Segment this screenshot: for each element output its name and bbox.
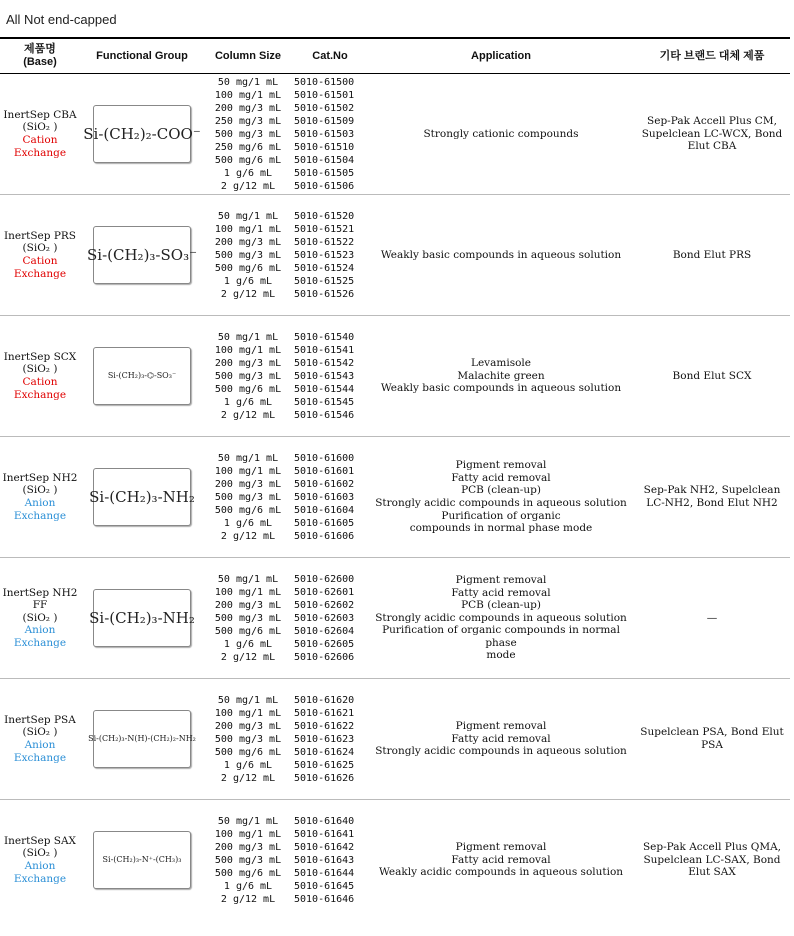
header-cat-no: Cat.No xyxy=(292,38,368,74)
column-size-item: 2 g/12 mL xyxy=(220,288,276,300)
cat-no-item: 5010-61502 xyxy=(294,102,355,114)
exchange-type-line-1: Anion xyxy=(24,624,56,637)
cat-no-list xyxy=(292,694,368,785)
cat-no-item: 5010-61602 xyxy=(294,478,355,490)
functional-group-formula: Si-(CH₂)₃-SO₃⁻ xyxy=(93,226,191,284)
column-size-item: 2 g/12 mL xyxy=(220,772,276,784)
column-size-item: 500 mg/6 mL xyxy=(214,154,282,166)
header-application: Application xyxy=(368,38,634,74)
column-size-list xyxy=(204,452,292,543)
application-cell xyxy=(368,679,634,800)
column-size-list xyxy=(204,815,292,906)
cat-no-item: 5010-61520 xyxy=(294,210,355,222)
column-size-item: 50 mg/1 mL xyxy=(217,210,279,222)
column-size-item: 50 mg/1 mL xyxy=(217,76,279,88)
cat-no-item: 5010-61622 xyxy=(294,720,355,732)
cat-no-item: 5010-62605 xyxy=(294,638,355,650)
column-size-item: 500 mg/3 mL xyxy=(214,370,282,382)
column-size-cell xyxy=(204,195,292,316)
column-size-item: 500 mg/6 mL xyxy=(214,625,282,637)
column-size-item: 250 mg/3 mL xyxy=(214,115,282,127)
column-size-list xyxy=(204,210,292,301)
application-line: Strongly acidic compounds in aqueous solution xyxy=(375,497,627,509)
application-line: PCB (clean-up) xyxy=(461,484,541,497)
column-size-item: 100 mg/1 mL xyxy=(214,828,282,840)
alternative-line: Sep-Pak Accell Plus CM, xyxy=(647,115,777,128)
column-size-item: 200 mg/3 mL xyxy=(214,102,282,114)
exchange-type-line-2: Exchange xyxy=(13,146,67,159)
application-line: Fatty acid removal xyxy=(451,471,551,484)
cat-no-item: 5010-61524 xyxy=(294,262,355,274)
column-size-item: 500 mg/3 mL xyxy=(214,854,282,866)
column-size-item: 50 mg/1 mL xyxy=(217,815,279,827)
application-line: compounds in normal phase mode xyxy=(409,522,593,535)
cat-no-item: 5010-62600 xyxy=(294,573,355,585)
cat-no-item: 5010-61545 xyxy=(294,396,355,408)
product-name: InertSep SAX xyxy=(3,834,77,847)
exchange-type-line-2: Exchange xyxy=(13,872,67,885)
cat-no-item: 5010-61645 xyxy=(294,880,355,892)
cat-no-item: 5010-61641 xyxy=(294,828,355,840)
application-line: Malachite green xyxy=(457,369,545,382)
column-size-item: 100 mg/1 mL xyxy=(214,586,282,598)
cat-no-item: 5010-61546 xyxy=(294,409,355,421)
product-name-suffix: FF xyxy=(32,599,48,612)
functional-group-cell xyxy=(80,195,204,316)
application-line: Purification of organic xyxy=(441,509,561,522)
cat-no-item: 5010-61605 xyxy=(294,517,355,529)
cat-no-list xyxy=(292,815,368,906)
alternatives-cell xyxy=(634,558,790,679)
product-name: InertSep PRS xyxy=(4,229,76,242)
functional-group-formula: Si-(CH₂)₂-COO⁻ xyxy=(93,105,191,163)
alternative-line: Supelclean LC-SAX, Bond xyxy=(643,853,781,866)
column-size-item: 100 mg/1 mL xyxy=(214,707,282,719)
cat-no-item: 5010-61526 xyxy=(294,288,355,300)
alternative-line: Elut SAX xyxy=(688,866,736,879)
column-size-item: 1 g/6 mL xyxy=(223,880,273,892)
product-base: (SiO₂ ) xyxy=(22,611,58,624)
column-size-item: 2 g/12 mL xyxy=(220,530,276,542)
table-row xyxy=(0,437,790,558)
alternative-line: Elut CBA xyxy=(687,140,737,153)
cat-no-cell xyxy=(292,195,368,316)
functional-group-cell xyxy=(80,558,204,679)
header-functional-group: Functional Group xyxy=(80,38,204,74)
cat-no-item: 5010-61506 xyxy=(294,180,355,192)
header-base xyxy=(0,38,80,74)
column-size-item: 200 mg/3 mL xyxy=(214,599,282,611)
application-line: Strongly acidic compounds in aqueous solution xyxy=(375,611,627,624)
column-size-cell xyxy=(204,679,292,800)
cat-no-item: 5010-61644 xyxy=(294,867,355,879)
cat-no-item: 5010-61626 xyxy=(294,772,355,784)
cat-no-item: 5010-61504 xyxy=(294,154,355,166)
application-line: Pigment removal xyxy=(455,841,547,854)
cat-no-item: 5010-61600 xyxy=(294,452,355,464)
application-line: Purification of organic compounds in normal phase xyxy=(382,624,620,649)
application-cell xyxy=(368,195,634,316)
table-row xyxy=(0,74,790,195)
cat-no-cell xyxy=(292,558,368,679)
application-line: Fatty acid removal xyxy=(451,732,551,745)
column-size-item: 250 mg/6 mL xyxy=(214,141,282,153)
cat-no-item: 5010-61510 xyxy=(294,141,355,153)
application-line: Levamisole xyxy=(471,357,531,370)
application-line: mode xyxy=(486,649,516,662)
cat-no-list xyxy=(292,452,368,543)
table-caption: All Not end-capped xyxy=(6,12,117,27)
column-size-item: 1 g/6 mL xyxy=(223,396,273,408)
product-name-cell xyxy=(0,195,80,316)
cat-no-item: 5010-62603 xyxy=(294,612,355,624)
cat-no-item: 5010-61640 xyxy=(294,815,355,827)
application-cell xyxy=(368,437,634,558)
alternative-line: Sep-Pak NH2, Supelclean xyxy=(643,484,781,497)
product-base: (SiO₂ ) xyxy=(22,726,58,739)
product-name-cell xyxy=(0,800,80,921)
cat-no-item: 5010-62601 xyxy=(294,586,355,598)
exchange-type-line-1: Cation xyxy=(22,376,58,388)
table-row xyxy=(0,558,790,679)
column-size-item: 500 mg/3 mL xyxy=(214,249,282,261)
cat-no-item: 5010-61501 xyxy=(294,89,355,101)
functional-group-formula: Si-(CH₂)₃-N(H)-(CH₂)₂-NH₂ xyxy=(93,710,191,768)
column-size-item: 50 mg/1 mL xyxy=(217,573,279,585)
functional-group-formula: Si-(CH₂)₃-⌬-SO₃⁻ xyxy=(93,347,191,405)
cat-no-item: 5010-61522 xyxy=(294,236,355,248)
cat-no-item: 5010-62606 xyxy=(294,651,355,663)
column-size-item: 500 mg/3 mL xyxy=(214,733,282,745)
alternative-line: Bond Elut PRS xyxy=(672,248,752,261)
exchange-type-line-2: Exchange xyxy=(13,267,67,280)
product-name: InertSep NH2 xyxy=(2,586,78,599)
column-size-item: 1 g/6 mL xyxy=(223,759,273,771)
exchange-type-line-1: Anion xyxy=(24,739,56,751)
cat-no-list xyxy=(292,573,368,664)
application-cell xyxy=(368,800,634,921)
column-size-item: 2 g/12 mL xyxy=(220,651,276,663)
product-name: InertSep SCX xyxy=(3,350,77,363)
application-line: Pigment removal xyxy=(455,720,547,733)
column-size-item: 200 mg/3 mL xyxy=(214,841,282,853)
exchange-type-line-2: Exchange xyxy=(13,636,67,649)
functional-group-cell xyxy=(80,74,204,195)
alternatives-cell xyxy=(634,316,790,437)
functional-group-cell xyxy=(80,316,204,437)
column-size-item: 500 mg/6 mL xyxy=(214,262,282,274)
cat-no-item: 5010-61621 xyxy=(294,707,355,719)
cat-no-item: 5010-61620 xyxy=(294,694,355,706)
cat-no-item: 5010-61509 xyxy=(294,115,355,127)
product-name: InertSep NH2 xyxy=(2,471,78,484)
cat-no-item: 5010-61623 xyxy=(294,733,355,745)
alternative-line: PSA xyxy=(701,739,723,751)
column-size-item: 200 mg/3 mL xyxy=(214,357,282,369)
cat-no-item: 5010-61505 xyxy=(294,167,355,179)
exchange-type-line-2: Exchange xyxy=(13,388,67,401)
column-size-item: 500 mg/6 mL xyxy=(214,867,282,879)
application-cell xyxy=(368,558,634,679)
product-base: (SiO₂ ) xyxy=(22,121,58,134)
cat-no-item: 5010-61544 xyxy=(294,383,355,395)
product-base: (SiO₂ ) xyxy=(22,363,58,376)
column-size-item: 2 g/12 mL xyxy=(220,180,276,192)
product-name-cell xyxy=(0,437,80,558)
cat-no-item: 5010-61543 xyxy=(294,370,355,382)
alternative-line: — xyxy=(706,611,718,624)
cat-no-item: 5010-61503 xyxy=(294,128,355,140)
application-cell xyxy=(368,316,634,437)
alternative-line: Supelclean LC-WCX, Bond xyxy=(641,127,783,140)
column-size-item: 50 mg/1 mL xyxy=(217,694,279,706)
application-line: Weakly acidic compounds in aqueous solution xyxy=(378,866,624,879)
application-line: Pigment removal xyxy=(455,459,547,472)
cat-no-cell xyxy=(292,800,368,921)
product-name-cell xyxy=(0,74,80,195)
exchange-type-line-1: Anion xyxy=(24,497,56,509)
functional-group-formula: Si-(CH₂)₃-N⁺-(CH₃)₃ xyxy=(93,831,191,889)
cat-no-cell xyxy=(292,316,368,437)
cat-no-item: 5010-62604 xyxy=(294,625,355,637)
cat-no-item: 5010-61523 xyxy=(294,249,355,261)
column-size-item: 200 mg/3 mL xyxy=(214,720,282,732)
table-row xyxy=(0,679,790,800)
table-row xyxy=(0,195,790,316)
column-size-cell xyxy=(204,558,292,679)
column-size-item: 1 g/6 mL xyxy=(223,167,273,179)
alternative-line: Supelclean PSA, Bond Elut xyxy=(640,726,784,739)
application-line: Strongly acidic compounds in aqueous solution xyxy=(375,745,627,758)
table-row xyxy=(0,800,790,921)
cat-no-item: 5010-61625 xyxy=(294,759,355,771)
cat-no-item: 5010-61606 xyxy=(294,530,355,542)
cat-no-item: 5010-61643 xyxy=(294,854,355,866)
column-size-item: 500 mg/6 mL xyxy=(214,504,282,516)
cat-no-list xyxy=(292,76,368,193)
functional-group-cell xyxy=(80,800,204,921)
column-size-item: 2 g/12 mL xyxy=(220,409,276,421)
cat-no-item: 5010-61525 xyxy=(294,275,355,287)
header-alternatives: 기타 브랜드 대체 제품 xyxy=(634,38,790,74)
functional-group-formula: Si-(CH₂)₃-NH₂ xyxy=(93,589,191,647)
alternative-line: Bond Elut SCX xyxy=(672,369,752,382)
application-line: Weakly basic compounds in aqueous solution xyxy=(380,248,622,261)
product-base: (SiO₂ ) xyxy=(22,242,58,255)
alternatives-cell xyxy=(634,679,790,800)
product-table xyxy=(0,37,790,920)
product-name: InertSep PSA xyxy=(4,713,76,726)
application-cell xyxy=(368,74,634,195)
column-size-item: 1 g/6 mL xyxy=(223,517,273,529)
header-base-line-1: 제품명 xyxy=(24,43,56,55)
functional-group-cell xyxy=(80,679,204,800)
functional-group-cell xyxy=(80,437,204,558)
application-line: Fatty acid removal xyxy=(451,853,551,866)
cat-no-item: 5010-61601 xyxy=(294,465,355,477)
column-size-cell xyxy=(204,437,292,558)
cat-no-item: 5010-61541 xyxy=(294,344,355,356)
application-line: Weakly basic compounds in aqueous solution xyxy=(380,382,622,395)
column-size-item: 500 mg/6 mL xyxy=(214,746,282,758)
cat-no-item: 5010-61604 xyxy=(294,504,355,516)
cat-no-item: 5010-61500 xyxy=(294,76,355,88)
cat-no-item: 5010-61646 xyxy=(294,893,355,905)
column-size-item: 200 mg/3 mL xyxy=(214,236,282,248)
cat-no-list xyxy=(292,331,368,422)
cat-no-item: 5010-61603 xyxy=(294,491,355,503)
column-size-item: 200 mg/3 mL xyxy=(214,478,282,490)
alternatives-cell xyxy=(634,195,790,316)
cat-no-item: 5010-61642 xyxy=(294,841,355,853)
column-size-cell xyxy=(204,316,292,437)
column-size-item: 100 mg/1 mL xyxy=(214,344,282,356)
exchange-type-line-1: Cation xyxy=(22,134,58,146)
application-line: Fatty acid removal xyxy=(451,586,551,599)
product-name-cell xyxy=(0,679,80,800)
functional-group-formula: Si-(CH₂)₃-NH₂ xyxy=(93,468,191,526)
exchange-type-line-1: Anion xyxy=(24,860,56,872)
alternatives-cell xyxy=(634,437,790,558)
exchange-type-line-1: Cation xyxy=(22,255,58,267)
header-column-size: Column Size xyxy=(204,38,292,74)
product-name-cell xyxy=(0,316,80,437)
alternatives-cell xyxy=(634,74,790,195)
cat-no-item: 5010-61542 xyxy=(294,357,355,369)
column-size-item: 500 mg/3 mL xyxy=(214,128,282,140)
column-size-item: 1 g/6 mL xyxy=(223,275,273,287)
cat-no-item: 5010-61624 xyxy=(294,746,355,758)
table-header-row xyxy=(0,38,790,74)
application-line: PCB (clean-up) xyxy=(461,599,541,612)
exchange-type-line-2: Exchange xyxy=(13,509,67,522)
column-size-item: 100 mg/1 mL xyxy=(214,465,282,477)
column-size-item: 500 mg/6 mL xyxy=(214,383,282,395)
alternative-line: Sep-Pak Accell Plus QMA, xyxy=(642,841,782,854)
product-name: InertSep CBA xyxy=(3,108,77,121)
cat-no-cell xyxy=(292,74,368,195)
column-size-list xyxy=(204,694,292,785)
product-base: (SiO₂ ) xyxy=(22,484,58,497)
cat-no-list xyxy=(292,210,368,301)
column-size-list xyxy=(204,331,292,422)
header-base-line-2: (Base) xyxy=(23,56,57,68)
cat-no-item: 5010-61521 xyxy=(294,223,355,235)
cat-no-item: 5010-61540 xyxy=(294,331,355,343)
column-size-cell xyxy=(204,800,292,921)
column-size-item: 500 mg/3 mL xyxy=(214,612,282,624)
column-size-item: 100 mg/1 mL xyxy=(214,89,282,101)
column-size-item: 2 g/12 mL xyxy=(220,893,276,905)
alternative-line: LC-NH2, Bond Elut NH2 xyxy=(646,497,778,509)
column-size-cell xyxy=(204,74,292,195)
column-size-list xyxy=(204,76,292,193)
table-row xyxy=(0,316,790,437)
cat-no-cell xyxy=(292,679,368,800)
alternatives-cell xyxy=(634,800,790,921)
column-size-list xyxy=(204,573,292,664)
product-base: (SiO₂ ) xyxy=(22,847,58,860)
column-size-item: 50 mg/1 mL xyxy=(217,331,279,343)
column-size-item: 50 mg/1 mL xyxy=(217,452,279,464)
column-size-item: 500 mg/3 mL xyxy=(214,491,282,503)
column-size-item: 100 mg/1 mL xyxy=(214,223,282,235)
cat-no-item: 5010-62602 xyxy=(294,599,355,611)
cat-no-cell xyxy=(292,437,368,558)
product-name-cell xyxy=(0,558,80,679)
column-size-item: 1 g/6 mL xyxy=(223,638,273,650)
application-line: Strongly cationic compounds xyxy=(423,127,579,140)
application-line: Pigment removal xyxy=(455,573,547,586)
exchange-type-line-2: Exchange xyxy=(13,751,67,764)
